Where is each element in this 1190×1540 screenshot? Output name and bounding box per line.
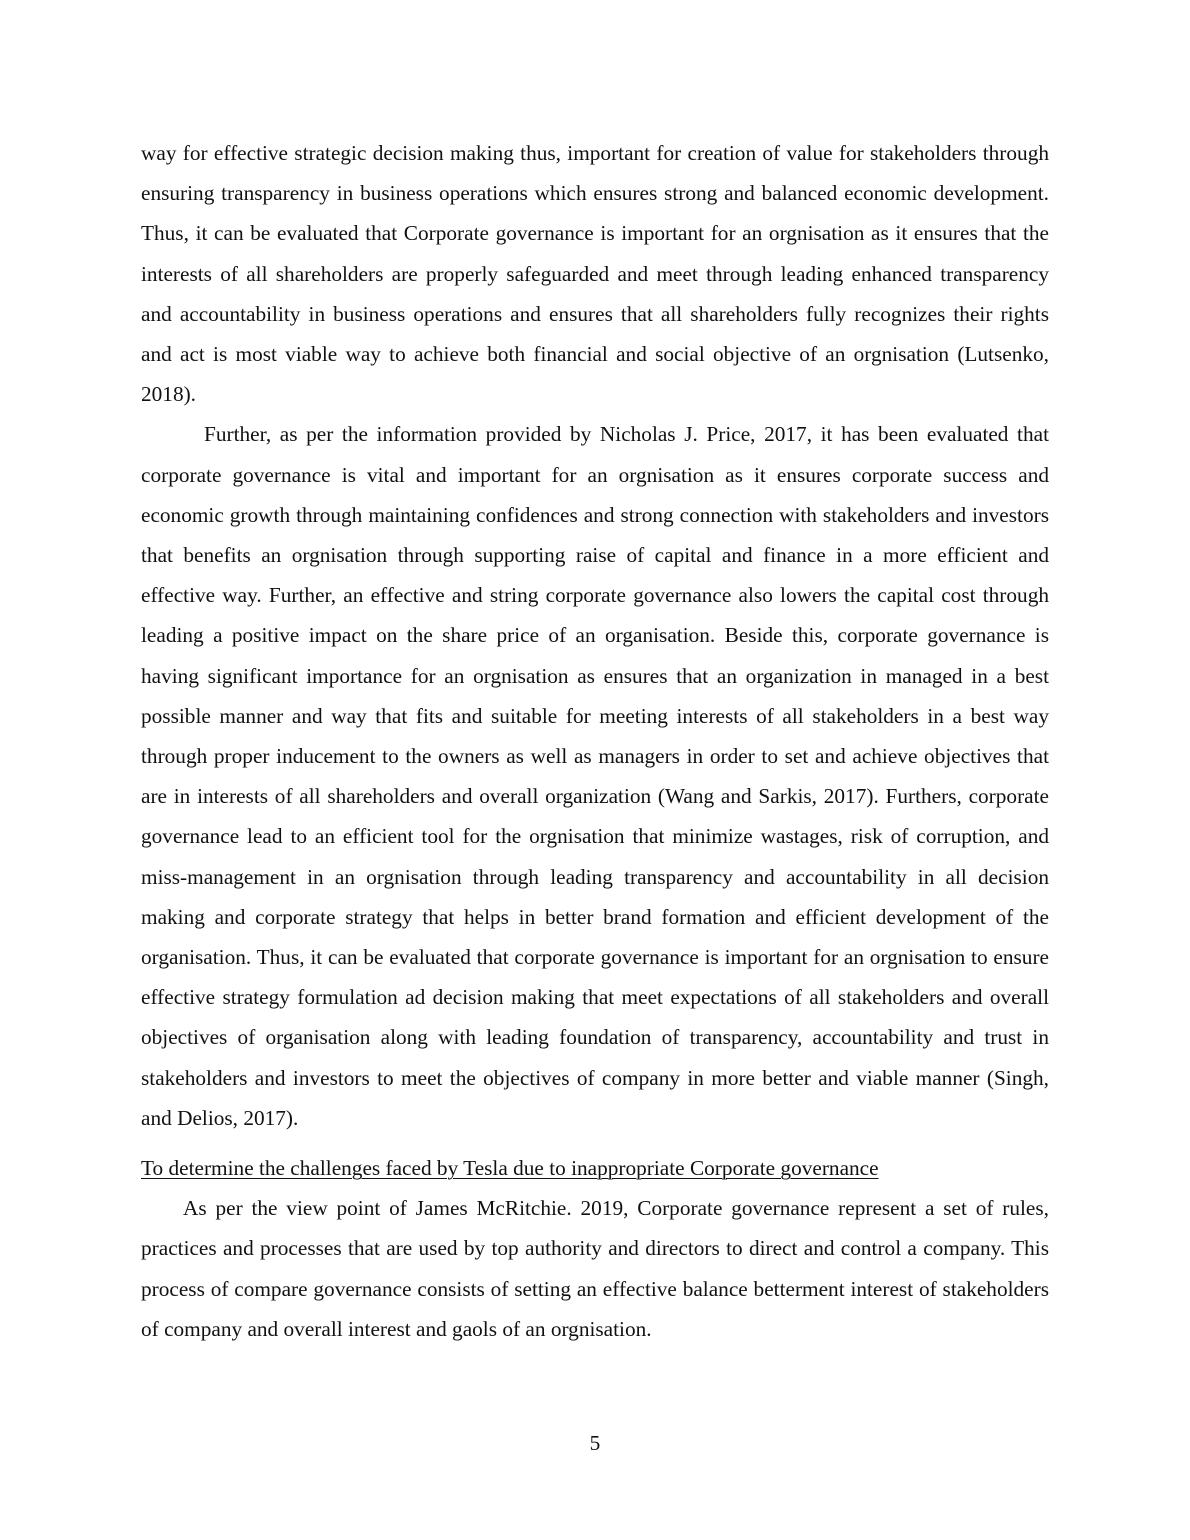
page-number: 5 xyxy=(589,1431,601,1455)
body-paragraph-1: way for effective strategic decision making thus, important for creation of value for stakeholders through ensuring transparency in business operations which ensures strong and balanced economic development. Thus, it can be evaluated that Corporate governance is important for an orgnisation as it ensures that the interests of all shareholders are properly safeguarded and meet through leading enhanced transparency and accountability in business operations and ensures that all shareholders fully recognizes their rights and act is most viable way to achieve both financial and social objective of an orgnisation (Lutsenko, 2018). xyxy=(141,141,1049,407)
body-paragraph-3: As per the view point of James McRitchie. 2019, Corporate governance represent a set of rules, practices and processes that are used by top authority and directors to direct and control a company. This process of compare governance consists of setting an effective balance betterment interest of stakeholders of company and overall interest and gaols of an orgnisation. xyxy=(141,1196,1049,1341)
body-paragraph-2: Further, as per the information provided by Nicholas J. Price, 2017, it has been evaluated that corporate governance is vital and important for an orgnisation as it ensures corporate success and economic growth through maintaining confidences and strong connection with stakeholders and investors that benefits an orgnisation through supporting raise of capital and finance in a more efficient and effective way. Further, an effective and string corporate governance also lowers the capital cost through leading a positive impact on the share price of an organisation. Beside this, corporate governance is having significant importance for an orgnisation as ensures that an organization in managed in a best possible manner and way that fits and suitable for meeting interests of all stakeholders in a best way through proper inducement to the owners as well as managers in order to set and achieve objectives that are in interests of all shareholders and overall organization (Wang and Sarkis, 2017). Furthers, corporate governance lead to an efficient tool for the orgnisation that minimize wastages, risk of corruption, and miss-management in an orgnisation through leading transparency and accountability in all decision making and corporate strategy that helps in better brand formation and efficient development of the organisation. Thus, it can be evaluated that corporate governance is important for an orgnisation to ensure effective strategy formulation ad decision making that meet expectations of all stakeholders and overall objectives of organisation along with leading foundation of transparency, accountability and trust in stakeholders and investors to meet the objectives of company in more better and viable manner (Singh, and Delios, 2017). xyxy=(141,422,1049,1130)
section-heading: To determine the challenges faced by Tesla due to inappropriate Corporate governance xyxy=(141,1156,879,1181)
page-body xyxy=(141,133,1049,1349)
